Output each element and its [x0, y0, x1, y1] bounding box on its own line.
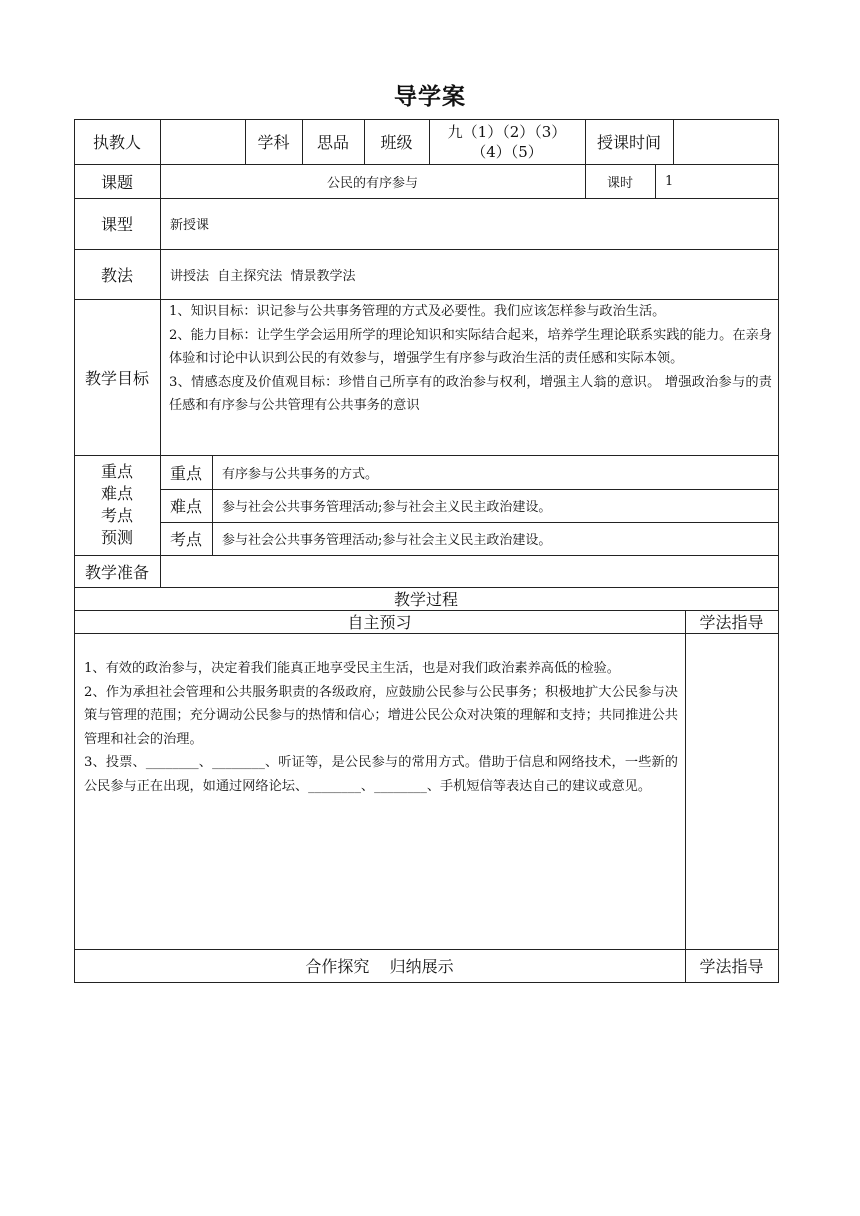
- objective-item: 2、能力目标：让学生学会运用所学的理论知识和实际结合起来，培养学生理论联系实践的能力。在亲身体验和讨论中认识到公民的有效参与，增强学生有序参与政治生活的责任感和实际本领。: [169, 327, 772, 366]
- time-value[interactable]: [673, 119, 778, 164]
- teacher-label: 执教人: [92, 133, 141, 152]
- self-study-content: [84, 657, 678, 798]
- key-points-label-line: 预测: [100, 528, 133, 547]
- key-points-label-line: 重点: [100, 462, 133, 481]
- self-study-item: 1、有效的政治参与，决定着我们能真正地享受民主生活，也是对我们政治素养高低的检验。: [84, 661, 620, 676]
- difficulty-value: 参与社会公共事务管理活动;参与社会主义民主政治建设。: [222, 500, 552, 515]
- exam-point-label: 考点: [169, 530, 202, 549]
- preparation-label: 教学准备: [84, 562, 149, 582]
- key-point-value: 有序参与公共事务的方式。: [222, 466, 379, 482]
- time-label: 授课时间: [596, 133, 661, 152]
- guide-heading-2: 学法指导: [699, 957, 764, 976]
- class-value: [429, 119, 585, 164]
- key-points-label-line: 考点: [100, 506, 133, 525]
- hours-value: 1: [665, 173, 674, 189]
- self-study-item: 2、作为承担社会管理和公共服务职责的各级政府，应鼓励公民参与公民事务；积极地扩大公民参与决策与管理的范围；充分调动公民参与的热情和信心；增进公民公众对决策的理解和支持；共同推进公共管理和社会的治理。: [84, 684, 678, 747]
- course-type-label: 课型: [100, 215, 133, 234]
- hours-label: 课时: [606, 175, 633, 191]
- objective-item: 3、情感态度及价值观目标：珍惜自己所享有的政治参与权利，增强主人翁的意识。 增强政治参与的责任感和有序参与公共管理有公共事务的意识: [169, 374, 772, 413]
- objective-item: 1、知识目标：识记参与公共事务管理的方式及必要性。我们应该怎样参与政治生活。: [169, 304, 666, 319]
- guide-notes-area[interactable]: [685, 633, 778, 949]
- objectives-label: 教学目标: [84, 368, 149, 388]
- topic-value: 公民的有序参与: [326, 175, 418, 191]
- class-value-line1: 九（1）（2）（3）: [447, 122, 567, 141]
- subject-value: 思品: [316, 133, 349, 152]
- page-title: 导学案: [394, 84, 466, 110]
- class-label: 班级: [380, 133, 413, 152]
- self-study-item: 3、投票、________、________、听证等，是公民参与的常用方式。借助于信息和网络技术，一些新的公民参与正在出现，如通过网络论坛、________、________、手机短信等表达自己的建议或意见。: [84, 755, 678, 794]
- key-points-label-line: 难点: [100, 484, 133, 503]
- key-point-label: 重点: [169, 463, 202, 483]
- exam-point-value: 参与社会公共事务管理活动;参与社会主义民主政治建设。: [222, 533, 552, 548]
- topic-label: 课题: [100, 172, 133, 192]
- method-label: 教法: [100, 265, 133, 285]
- preparation-value[interactable]: [160, 555, 778, 587]
- guide-heading: 学法指导: [699, 613, 764, 632]
- teacher-value[interactable]: [160, 119, 245, 164]
- method-value: 讲授法 自主探究法 情景教学法: [170, 268, 356, 284]
- cooperation-heading: 合作探究 归纳展示: [305, 957, 454, 976]
- process-heading: 教学过程: [393, 590, 458, 609]
- course-type-value: 新授课: [170, 218, 210, 233]
- key-points-label: [74, 455, 160, 555]
- class-value-line2: （4）（5）: [471, 142, 543, 161]
- self-study-heading: 自主预习: [347, 613, 412, 632]
- difficulty-label: 难点: [169, 497, 202, 516]
- subject-label: 学科: [257, 133, 290, 152]
- objectives-list: [169, 300, 772, 418]
